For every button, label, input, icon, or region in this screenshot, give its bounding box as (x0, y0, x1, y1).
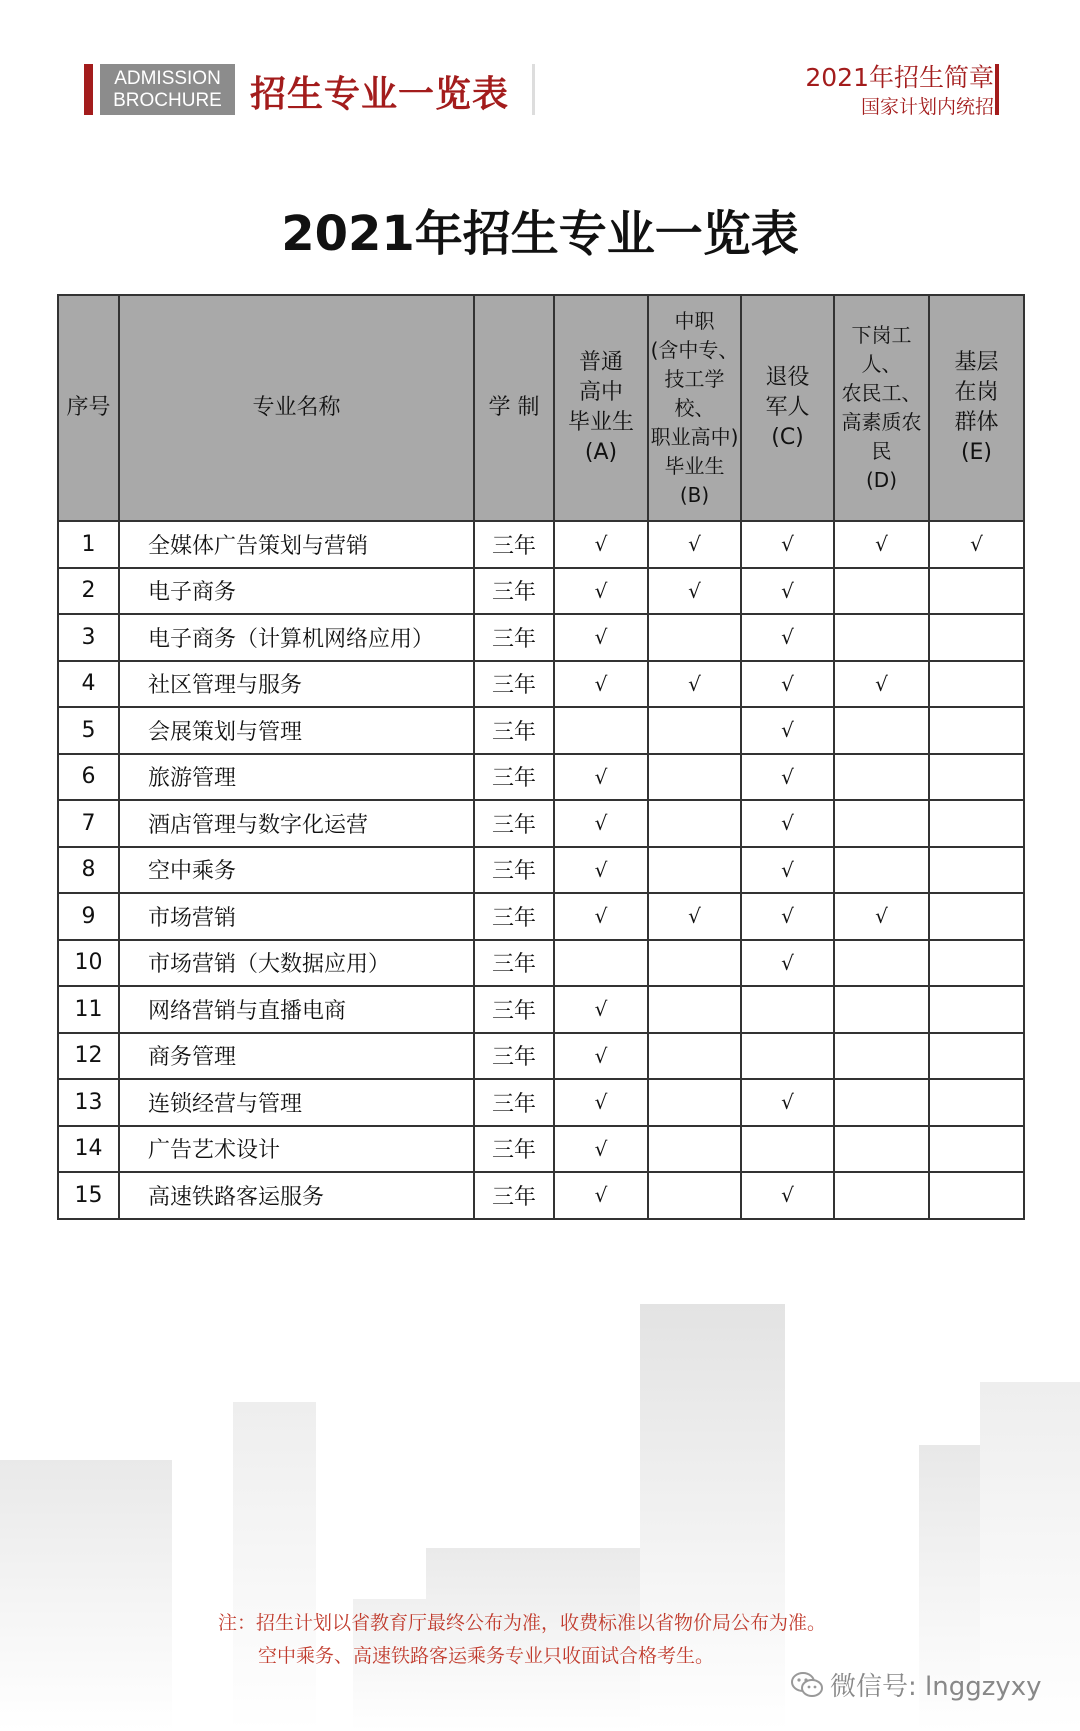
cell-e (929, 1033, 1024, 1080)
header-divider (532, 64, 535, 115)
cell-no: 5 (58, 707, 119, 754)
header-b-line: 毕业生 (664, 453, 725, 478)
cell-e (929, 986, 1024, 1033)
cell-d: √ (834, 521, 929, 568)
header-a-line: 普通 (578, 350, 623, 375)
header-c (741, 295, 834, 521)
cell-a: √ (554, 847, 648, 894)
cell-b (648, 847, 741, 894)
cell-duration: 三年 (474, 614, 554, 661)
cell-a: √ (554, 1126, 648, 1173)
header-a-line: (A) (584, 440, 618, 465)
table-row (58, 568, 1024, 615)
cell-a: √ (554, 1172, 648, 1219)
cell-e (929, 1126, 1024, 1173)
cell-c: √ (741, 754, 834, 801)
cell-duration: 三年 (474, 1126, 554, 1173)
cell-duration: 三年 (474, 986, 554, 1033)
cell-b: √ (648, 893, 741, 940)
cell-d (834, 1172, 929, 1219)
cell-e (929, 800, 1024, 847)
cell-a: √ (554, 800, 648, 847)
cell-duration: 三年 (474, 661, 554, 708)
cell-e (929, 1172, 1024, 1219)
header-a (554, 295, 648, 521)
cell-a: √ (554, 754, 648, 801)
header-b-line: (含中专、 (650, 337, 739, 362)
cell-c: √ (741, 847, 834, 894)
cell-c: √ (741, 614, 834, 661)
table-row (58, 1126, 1024, 1173)
cell-duration: 三年 (474, 1079, 554, 1126)
cell-b: √ (648, 521, 741, 568)
table-row (58, 986, 1024, 1033)
cell-duration: 三年 (474, 800, 554, 847)
header-b-line: (B) (679, 482, 710, 507)
cell-c: √ (741, 940, 834, 987)
table-row (58, 661, 1024, 708)
cell-name: 酒店管理与数字化运营 (119, 800, 474, 847)
cell-d (834, 707, 929, 754)
section-title: 招生专业一览表 (250, 74, 510, 115)
header-e (929, 295, 1024, 521)
cell-c: √ (741, 661, 834, 708)
cell-c: √ (741, 521, 834, 568)
cell-a: √ (554, 1079, 648, 1126)
cell-name: 高速铁路客运服务 (119, 1172, 474, 1219)
cell-no: 3 (58, 614, 119, 661)
table-row (58, 754, 1024, 801)
table-row (58, 614, 1024, 661)
cell-b (648, 800, 741, 847)
cell-b: √ (648, 661, 741, 708)
header-c-line: 退役 (765, 365, 810, 390)
cell-duration: 三年 (474, 568, 554, 615)
cell-d (834, 800, 929, 847)
cell-name: 网络营销与直播电商 (119, 986, 474, 1033)
cell-b (648, 1033, 741, 1080)
cell-c: √ (741, 568, 834, 615)
table-row (58, 1172, 1024, 1219)
cell-name: 电子商务 (119, 568, 474, 615)
table-row (58, 847, 1024, 894)
header-right-accent-bar (995, 64, 999, 115)
cell-name: 市场营销 (119, 893, 474, 940)
cell-e (929, 940, 1024, 987)
header-e-line: 基层 (954, 350, 999, 375)
header-c-line: 军人 (765, 395, 810, 420)
cell-a: √ (554, 661, 648, 708)
cell-no: 13 (58, 1079, 119, 1126)
background-building (233, 1402, 316, 1731)
cell-d (834, 754, 929, 801)
brochure-year-title: 2021年招生简章 (805, 63, 994, 92)
header-no: 序号 (58, 295, 119, 521)
cell-d (834, 847, 929, 894)
cell-e (929, 707, 1024, 754)
majors-table (57, 294, 1025, 1220)
cell-b (648, 1172, 741, 1219)
cell-a (554, 707, 648, 754)
cell-a: √ (554, 521, 648, 568)
cell-no: 11 (58, 986, 119, 1033)
cell-duration: 三年 (474, 754, 554, 801)
cell-a: √ (554, 1033, 648, 1080)
cell-duration: 三年 (474, 1172, 554, 1219)
brochure-subtitle: 国家计划内统招 (860, 96, 994, 118)
cell-no: 15 (58, 1172, 119, 1219)
cell-e (929, 661, 1024, 708)
header-b-line: 技工学校、 (664, 366, 725, 420)
cell-d (834, 940, 929, 987)
cell-c: √ (741, 893, 834, 940)
header-d-line: 高素质农民 (841, 410, 922, 463)
cell-name: 全媒体广告策划与营销 (119, 521, 474, 568)
cell-e (929, 614, 1024, 661)
cell-b (648, 707, 741, 754)
header-b (648, 295, 741, 521)
cell-b (648, 940, 741, 987)
badge-line-2: BROCHURE (113, 90, 222, 111)
cell-b (648, 614, 741, 661)
header-duration: 学 制 (474, 295, 554, 521)
cell-no: 12 (58, 1033, 119, 1080)
cell-d: √ (834, 661, 929, 708)
cell-name: 市场营销（大数据应用） (119, 940, 474, 987)
cell-e: √ (929, 521, 1024, 568)
header-e-line: 群体 (954, 410, 999, 435)
header-a-line: 毕业生 (567, 410, 634, 435)
cell-b (648, 754, 741, 801)
cell-d (834, 1126, 929, 1173)
header-b-line: 职业高中) (650, 424, 739, 449)
cell-name: 空中乘务 (119, 847, 474, 894)
cell-c: √ (741, 1172, 834, 1219)
header-d-line: 下岗工人、 (851, 323, 912, 376)
cell-c: √ (741, 707, 834, 754)
cell-e (929, 847, 1024, 894)
cell-a: √ (554, 893, 648, 940)
header-a-line: 高中 (578, 380, 623, 405)
cell-duration: 三年 (474, 1033, 554, 1080)
cell-d (834, 986, 929, 1033)
cell-b: √ (648, 568, 741, 615)
cell-no: 7 (58, 800, 119, 847)
cell-a (554, 940, 648, 987)
cell-e (929, 754, 1024, 801)
footer-note (218, 1607, 826, 1673)
cell-duration: 三年 (474, 940, 554, 987)
cell-no: 6 (58, 754, 119, 801)
table-row (58, 893, 1024, 940)
cell-name: 电子商务（计算机网络应用） (119, 614, 474, 661)
header-d-line: (D) (865, 468, 897, 492)
cell-d: √ (834, 893, 929, 940)
cell-e (929, 1079, 1024, 1126)
cell-e (929, 893, 1024, 940)
cell-name: 社区管理与服务 (119, 661, 474, 708)
cell-c: √ (741, 800, 834, 847)
badge-line-1: ADMISSION (114, 68, 221, 89)
cell-a: √ (554, 568, 648, 615)
cell-no: 1 (58, 521, 119, 568)
cell-no: 9 (58, 893, 119, 940)
cell-duration: 三年 (474, 893, 554, 940)
table-row (58, 940, 1024, 987)
cell-name: 广告艺术设计 (119, 1126, 474, 1173)
header-accent-bar (84, 64, 93, 115)
cell-c (741, 986, 834, 1033)
cell-no: 2 (58, 568, 119, 615)
cell-b (648, 1126, 741, 1173)
cell-no: 4 (58, 661, 119, 708)
cell-d (834, 1079, 929, 1126)
header-c-line: (C) (771, 425, 804, 450)
header-d (834, 295, 929, 521)
cell-c (741, 1033, 834, 1080)
wechat-id (790, 1666, 1042, 1703)
wechat-label: 微信号: lnggzyxy (830, 1672, 1042, 1702)
cell-e (929, 568, 1024, 615)
header-name: 专业名称 (119, 295, 474, 521)
header-e-line: (E) (960, 440, 993, 465)
table-header-row (58, 295, 1024, 521)
table-row (58, 800, 1024, 847)
background-building (0, 1460, 172, 1731)
cell-name: 会展策划与管理 (119, 707, 474, 754)
cell-a: √ (554, 986, 648, 1033)
cell-no: 10 (58, 940, 119, 987)
table-row (58, 707, 1024, 754)
cell-duration: 三年 (474, 521, 554, 568)
header-b-line: 中职 (674, 308, 715, 333)
table-row (58, 521, 1024, 568)
page-title: 2021年招生专业一览表 (281, 206, 799, 262)
cell-duration: 三年 (474, 707, 554, 754)
cell-name: 商务管理 (119, 1033, 474, 1080)
table-row (58, 1033, 1024, 1080)
wechat-icon (790, 1671, 824, 1702)
cell-b (648, 1079, 741, 1126)
cell-d (834, 614, 929, 661)
cell-a: √ (554, 614, 648, 661)
cell-c (741, 1126, 834, 1173)
header-d-line: 农民工、 (841, 381, 922, 405)
cell-d (834, 568, 929, 615)
cell-d (834, 1033, 929, 1080)
cell-c: √ (741, 1079, 834, 1126)
header-right-block (805, 62, 994, 120)
header-e-line: 在岗 (954, 380, 999, 405)
cell-name: 连锁经营与管理 (119, 1079, 474, 1126)
table-row (58, 1079, 1024, 1126)
footer-note-line-1: 注：招生计划以省教育厅最终公布为准，收费标准以省物价局公布为准。 (218, 1612, 827, 1634)
footer-note-line-2: 空中乘务、高速铁路客运乘务专业只收面试合格考生。 (258, 1645, 715, 1667)
cell-b (648, 986, 741, 1033)
cell-duration: 三年 (474, 847, 554, 894)
cell-no: 14 (58, 1126, 119, 1173)
admission-badge (100, 64, 235, 115)
cell-name: 旅游管理 (119, 754, 474, 801)
cell-no: 8 (58, 847, 119, 894)
